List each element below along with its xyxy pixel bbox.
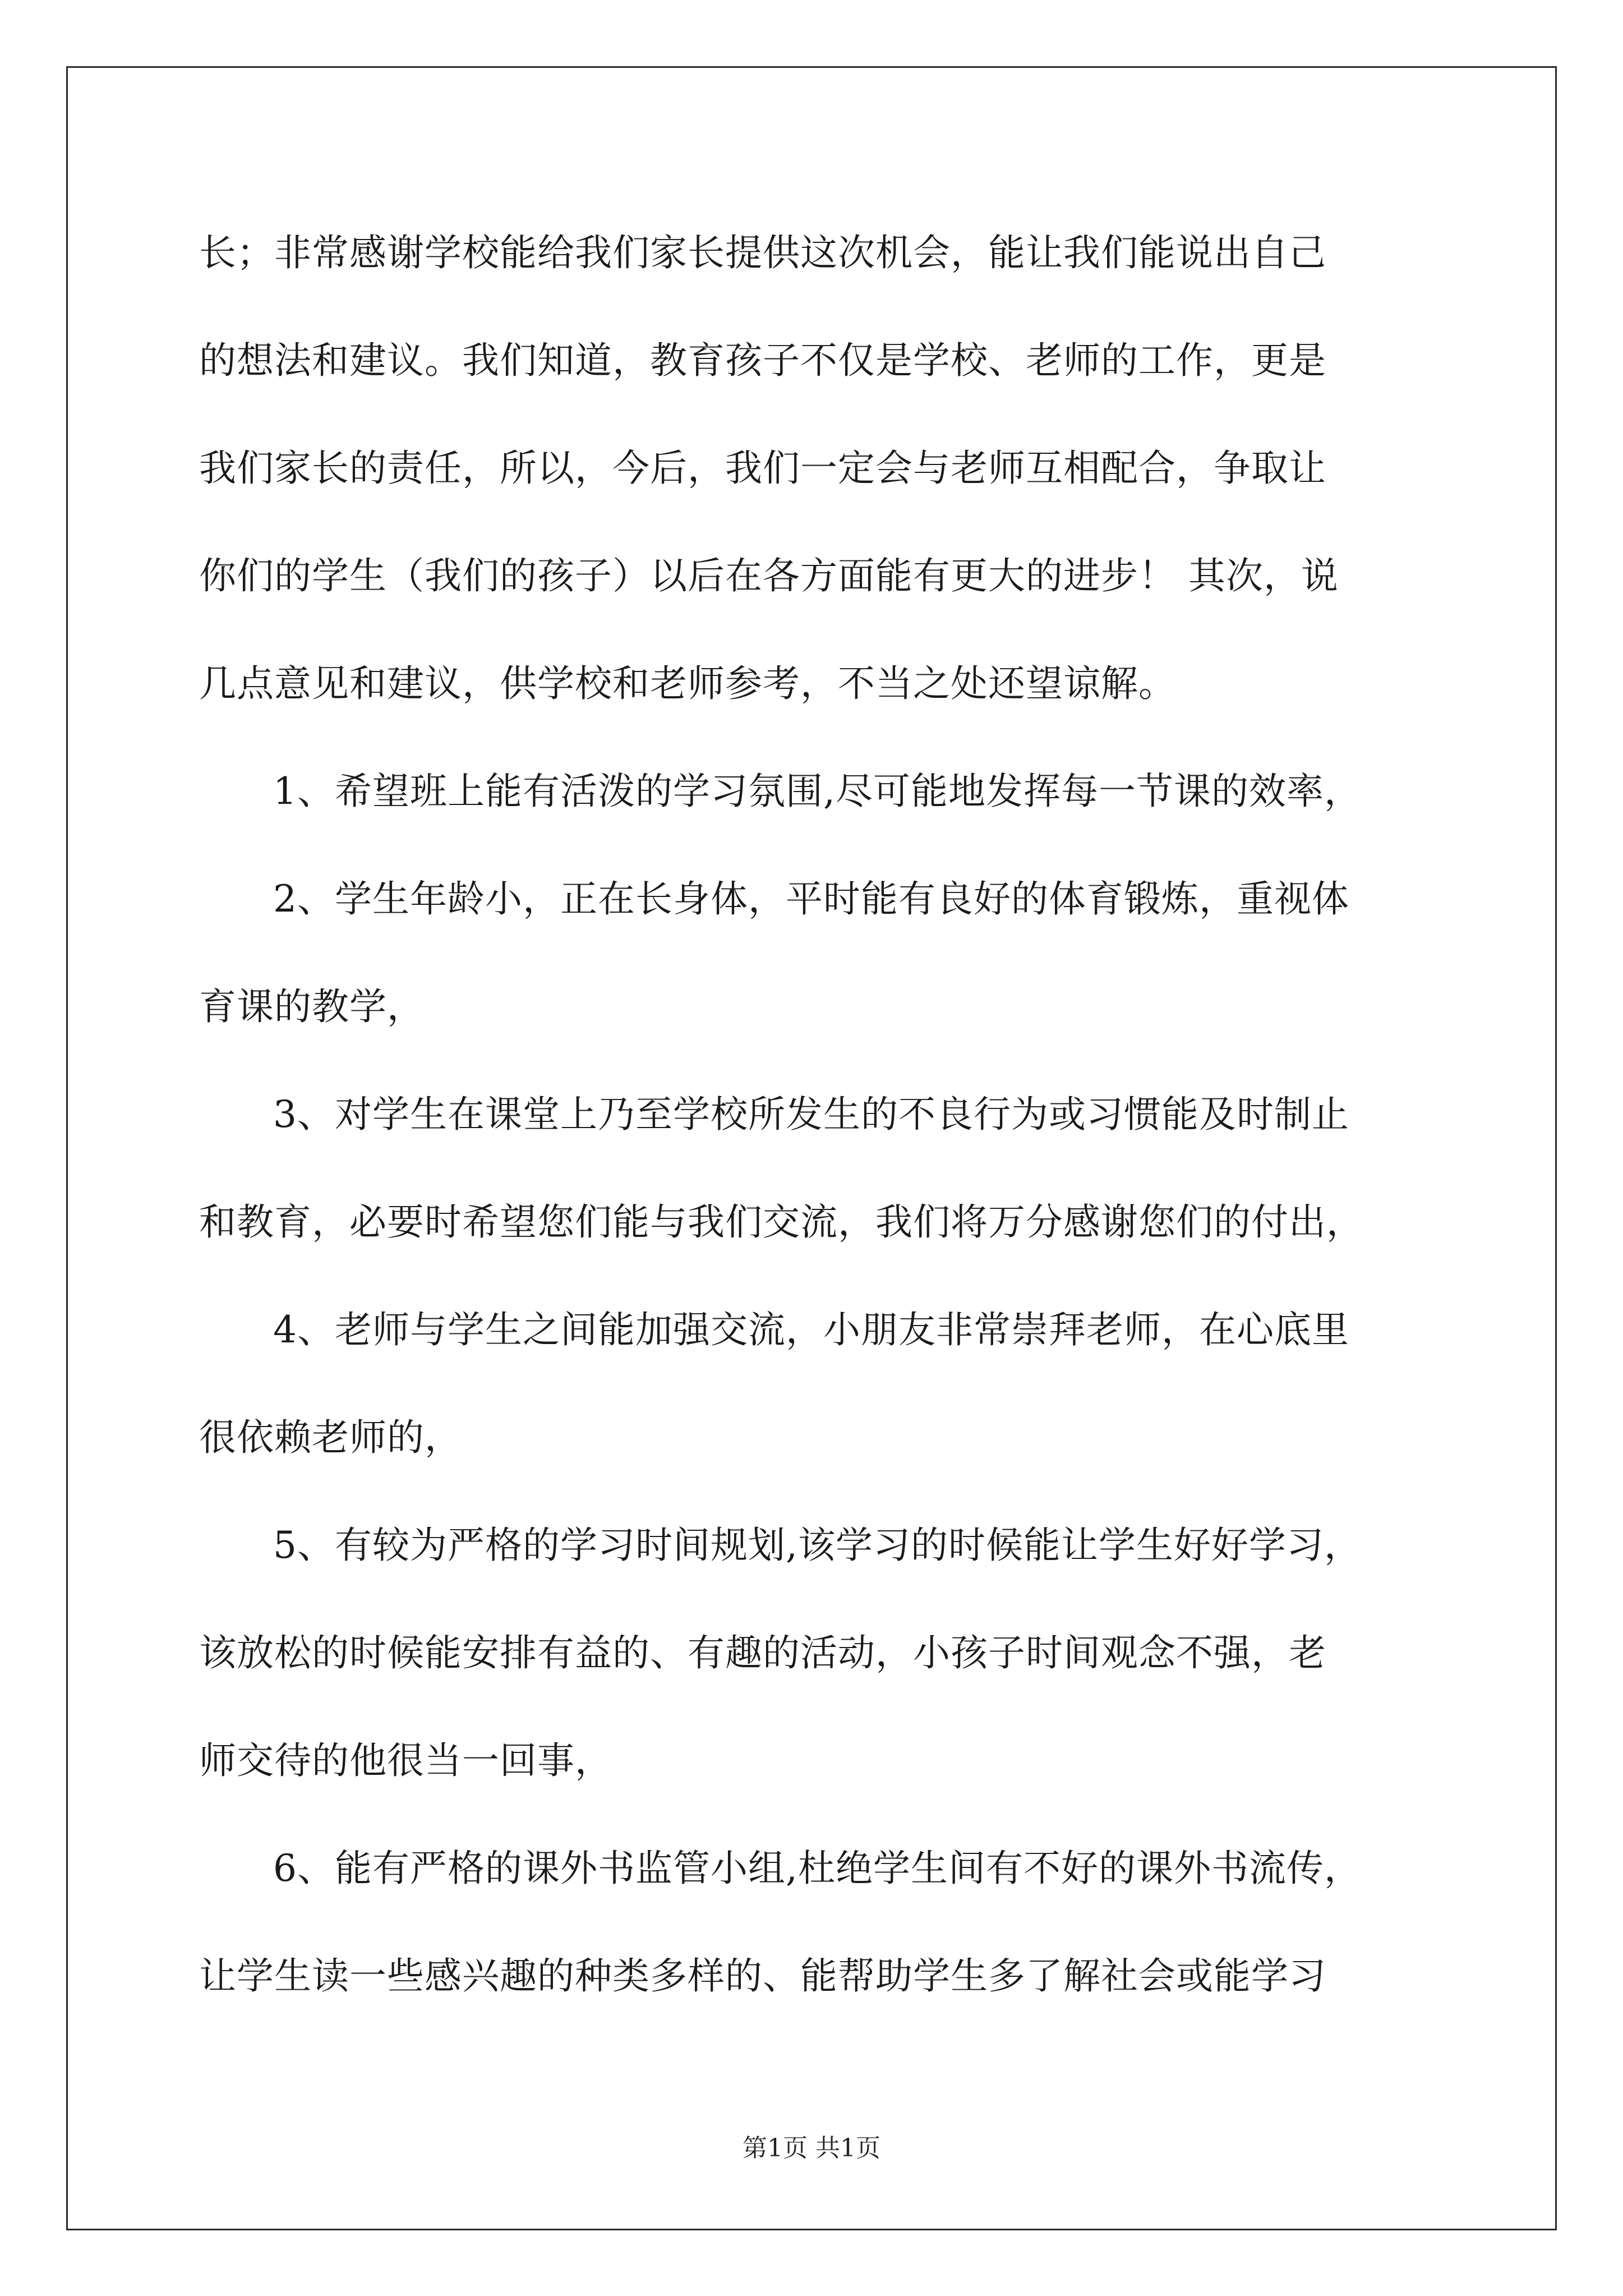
text-line: 师交待的他很当一回事，	[199, 1739, 612, 1782]
text-line: 让学生读一些感兴趣的种类多样的、能帮助学生多了解社会或能学习	[199, 1954, 1326, 1998]
list-item-3: 3、对学生在课堂上乃至学校所发生的不良行为或习惯能及时制止	[273, 1093, 1349, 1136]
text-line: 的想法和建议。我们知道，教育孩子不仅是学校、老师的工作，更是	[199, 339, 1326, 382]
text-line: 该放松的时候能安排有益的、有趣的活动，小孩子时间观念不强，老	[199, 1631, 1326, 1674]
list-item-1: 1、希望班上能有活泼的学习氛围,尽可能地发挥每一节课的效率，	[273, 770, 1362, 813]
list-item-6: 6、能有严格的课外书监管小组,杜绝学生间有不好的课外书流传，	[273, 1847, 1362, 1890]
text-line: 长；非常感谢学校能给我们家长提供这次机会，能让我们能说出自己	[199, 231, 1326, 274]
text-line: 育课的教学，	[199, 985, 425, 1028]
text-line: 我们家长的责任，所以，今后，我们一定会与老师互相配合，争取让	[199, 447, 1326, 490]
text-line: 你们的学生（我们的孩子）以后在各方面能有更大的进步！ 其次，说	[199, 554, 1339, 597]
text-line: 几点意见和建议，供学校和老师参考，不当之处还望谅解。	[199, 662, 1176, 705]
page-footer: 第1页 共1页	[743, 2134, 880, 2162]
document-body	[199, 216, 1430, 2047]
list-item-2: 2、学生年龄小，正在长身体，平时能有良好的体育锻炼，重视体	[273, 877, 1349, 921]
list-item-4: 4、老师与学生之间能加强交流，小朋友非常崇拜老师，在心底里	[273, 1308, 1349, 1351]
list-item-5: 5、有较为严格的学习时间规划,该学习的时候能让学生好好学习，	[273, 1524, 1362, 1567]
text-line: 很依赖老师的，	[199, 1416, 462, 1459]
text-line: 和教育，必要时希望您们能与我们交流，我们将万分感谢您们的付出，	[199, 1200, 1364, 1244]
